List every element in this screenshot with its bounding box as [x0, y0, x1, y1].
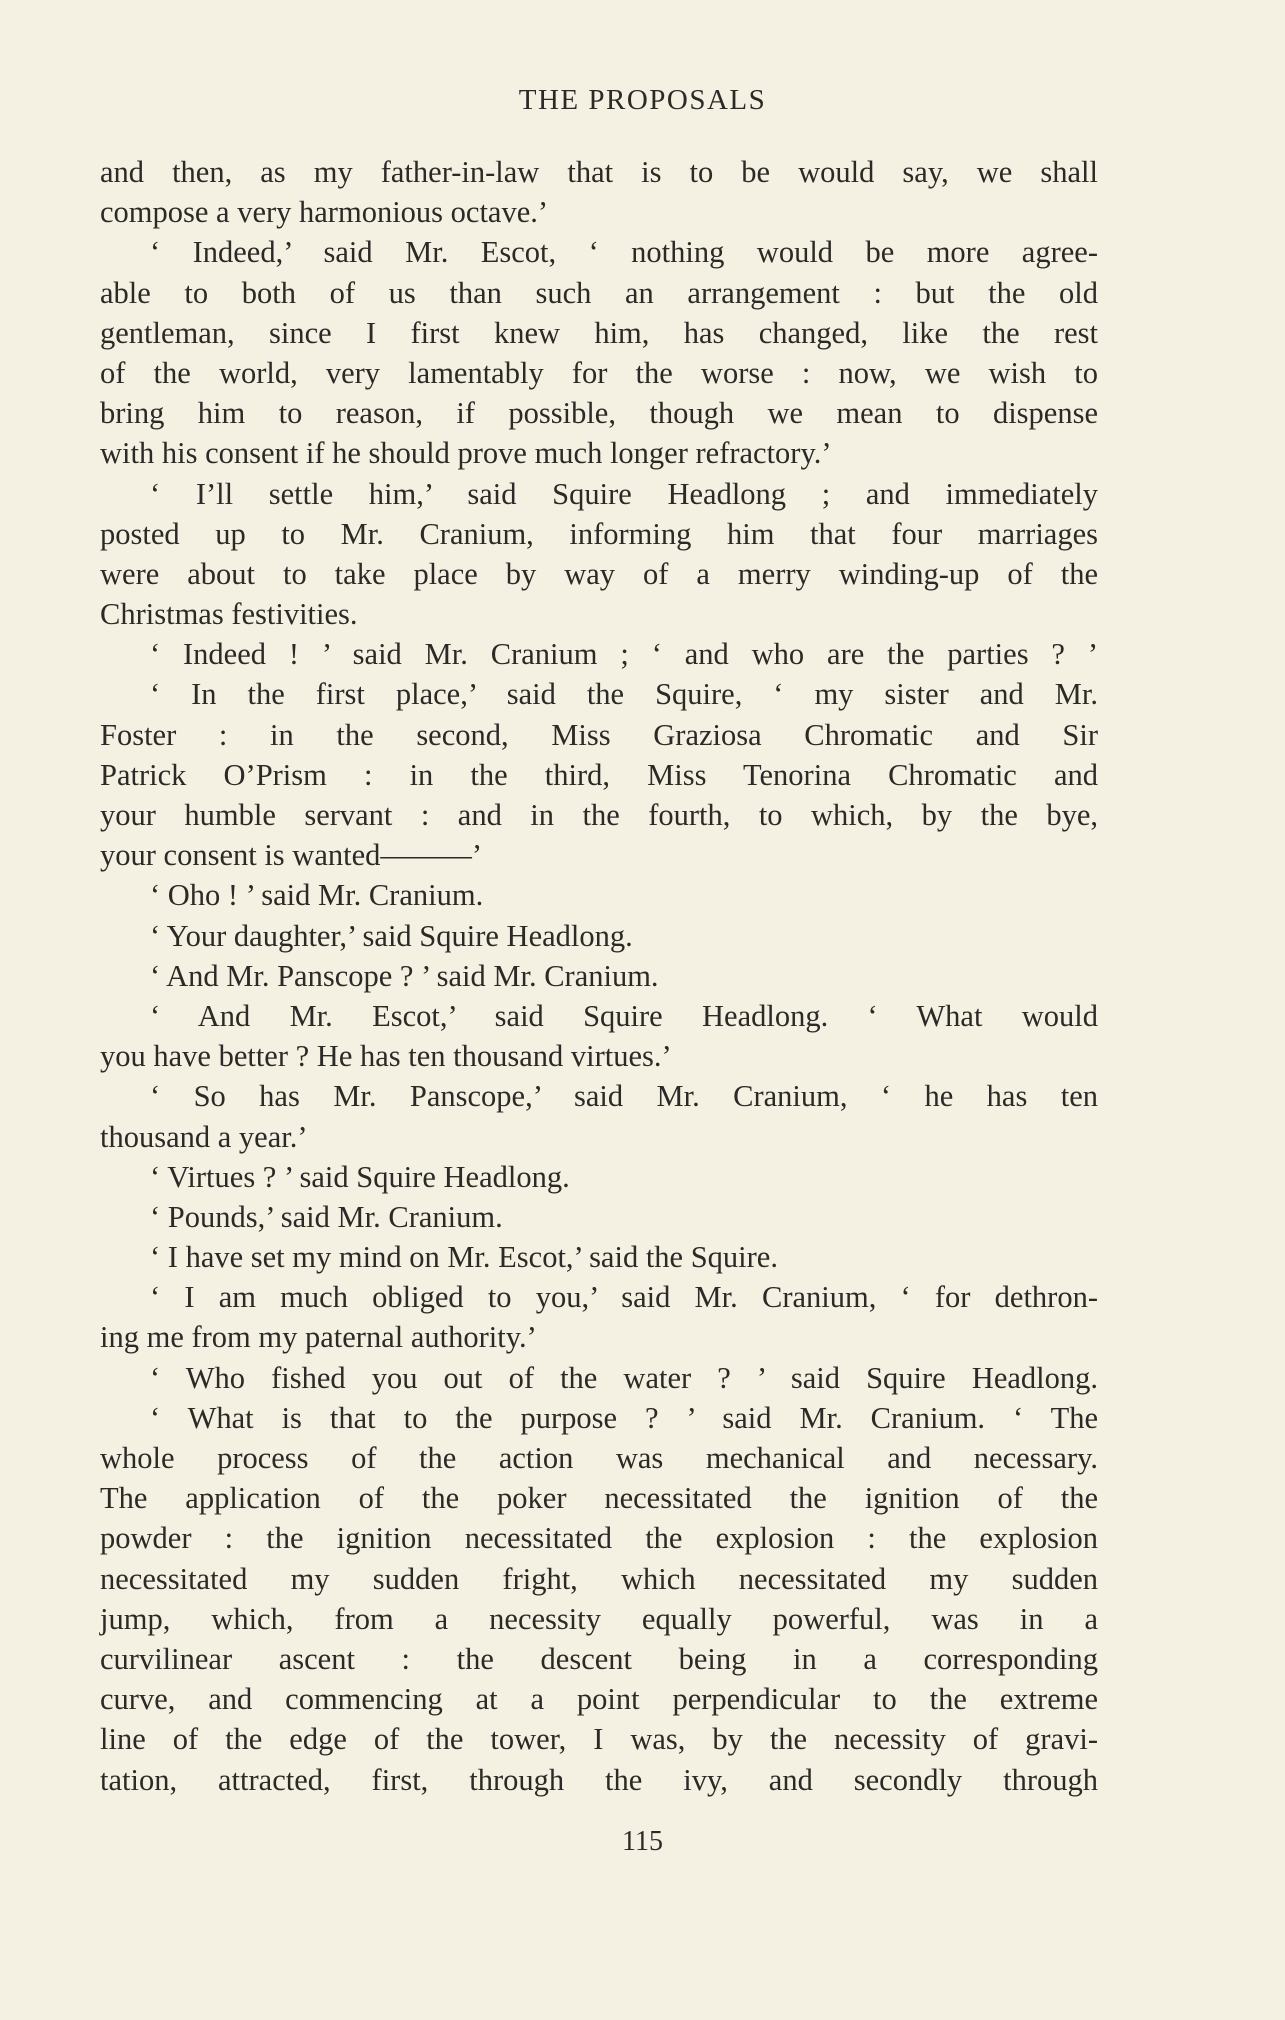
text-line: curvilinear ascent : the descent being in a corresponding	[100, 1641, 1098, 1676]
text-line: ‘ And Mr. Panscope ? ’ said Mr. Cranium.	[150, 958, 659, 993]
text-line: posted up to Mr. Cranium, informing him that four marriages	[100, 516, 1098, 551]
text-line: ‘ Virtues ? ’ said Squire Headlong.	[150, 1159, 570, 1194]
text-line: necessitated my sudden fright, which necessitated my sudden	[100, 1561, 1098, 1596]
text-line: ‘ Who fished you out of the water ? ’ said Squire Headlong.	[150, 1360, 1098, 1395]
text-line: curve, and commencing at a point perpendicular to the extreme	[100, 1682, 1098, 1717]
text-line: powder : the ignition necessitated the explosion : the explosion	[100, 1521, 1098, 1556]
text-line: tation, attracted, first, through the ivy, and secondly through	[100, 1762, 1098, 1797]
text-line: ‘ And Mr. Escot,’ said Squire Headlong. ‘ What would	[150, 998, 1098, 1033]
text-line: ‘ In the first place,’ said the Squire, ‘ my sister and Mr.	[150, 677, 1098, 712]
text-line: ‘ I’ll settle him,’ said Squire Headlong ; and immediately	[150, 476, 1098, 511]
running-head: THE PROPOSALS	[518, 84, 767, 116]
text-line: able to both of us than such an arrangement : but the old	[100, 275, 1098, 310]
text-line: ‘ Pounds,’ said Mr. Cranium.	[150, 1199, 503, 1234]
text-line: Patrick O’Prism : in the third, Miss Tenorina Chromatic and	[100, 757, 1098, 792]
text-line: and then, as my father-in-law that is to be would say, we shall	[100, 155, 1098, 189]
text-line: bring him to reason, if possible, though we mean to dispense	[100, 396, 1098, 431]
text-line: ‘ What is that to the purpose ? ’ said Mr. Cranium. ‘ The	[150, 1400, 1098, 1435]
text-line: ‘ Indeed ! ’ said Mr. Cranium ; ‘ and who are the parties ? ’	[150, 637, 1098, 672]
page-number: 115	[622, 1826, 663, 1857]
text-line: ing me from my paternal authority.’	[100, 1320, 537, 1355]
text-line: compose a very harmonious octave.’	[100, 195, 549, 230]
text-line: Foster : in the second, Miss Graziosa Chromatic and Sir	[100, 717, 1098, 752]
text-line: your humble servant : and in the fourth, to which, by the bye,	[100, 798, 1098, 832]
text-line: The application of the poker necessitated the ignition of the	[100, 1481, 1098, 1516]
text-line: your consent is wanted———’	[100, 838, 483, 873]
text-line: ‘ I am much obliged to you,’ said Mr. Cranium, ‘ for dethron-	[150, 1280, 1098, 1315]
text-line: ‘ Indeed,’ said Mr. Escot, ‘ nothing would be more agree-	[150, 235, 1098, 270]
body-text	[100, 152, 1098, 1800]
text-line: ‘ I have set my mind on Mr. Escot,’ said the Squire.	[150, 1240, 778, 1275]
text-line: ‘ Oho ! ’ said Mr. Cranium.	[150, 878, 484, 913]
text-line: Christmas festivities.	[100, 597, 358, 632]
text-line: with his consent if he should prove much longer refractory.’	[100, 436, 832, 471]
text-line: you have better ? He has ten thousand virtues.’	[100, 1039, 672, 1074]
text-line: line of the edge of the tower, I was, by the necessity of gravi-	[100, 1722, 1098, 1757]
text-line: of the world, very lamentably for the worse : now, we wish to	[100, 355, 1098, 390]
text-line: whole process of the action was mechanical and necessary.	[100, 1441, 1098, 1475]
text-line: ‘ Your daughter,’ said Squire Headlong.	[150, 918, 633, 953]
text-line: ‘ So has Mr. Panscope,’ said Mr. Cranium, ‘ he has ten	[150, 1079, 1098, 1114]
text-line: jump, which, from a necessity equally powerful, was in a	[100, 1601, 1098, 1636]
text-line: thousand a year.’	[100, 1119, 308, 1154]
text-line: were about to take place by way of a merry winding-up of the	[100, 556, 1098, 591]
text-line: gentleman, since I first knew him, has changed, like the rest	[100, 315, 1098, 350]
